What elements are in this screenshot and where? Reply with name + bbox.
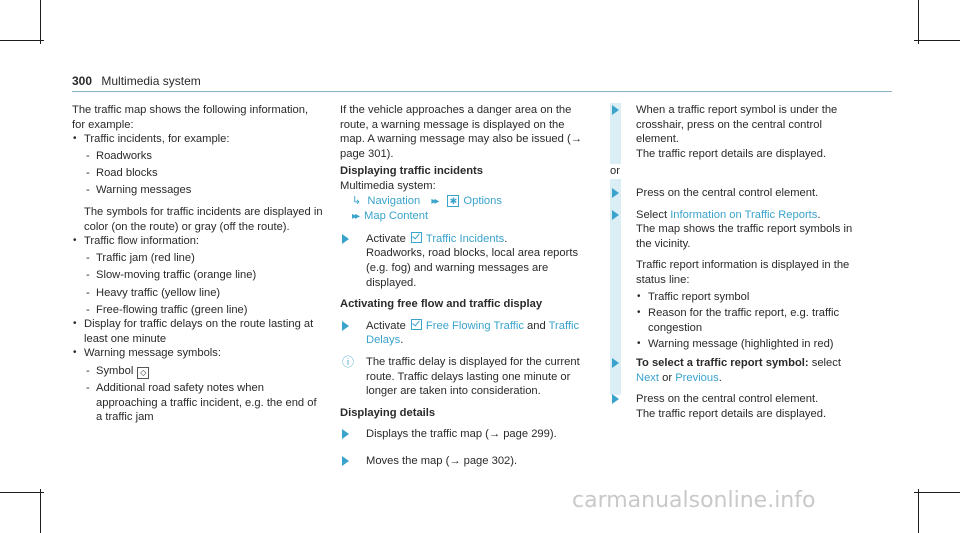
dash-item: - Heavy traffic (yellow line) <box>72 286 324 301</box>
menu-map-content[interactable]: Map Content <box>364 210 429 223</box>
info-note <box>340 355 592 399</box>
bullet-traffic-incidents: • Traffic incidents, for example: <box>72 132 324 147</box>
dash-item: - Free-flowing traffic (green line) <box>72 303 324 318</box>
step-arrow-icon <box>612 105 619 115</box>
option-traffic-incidents[interactable]: Traffic Incidents <box>425 232 505 245</box>
step-text: Press on the central control element. <box>636 186 819 199</box>
step-text: Activate <box>366 232 406 245</box>
punct: . <box>504 232 508 245</box>
return-arrow-icon: ↳ <box>352 194 362 207</box>
step-result: The traffic report details are displayed. <box>636 407 827 420</box>
crop-mark <box>40 489 41 533</box>
menu-options[interactable]: Options <box>463 194 502 207</box>
warning-diamond-icon: ◇ <box>137 367 149 379</box>
step-move-map <box>340 454 592 469</box>
column-right <box>610 103 862 421</box>
page-number: 300 <box>72 74 93 88</box>
bullet-traffic-flow: • Traffic flow information: <box>72 234 324 249</box>
step-result: The traffic report details are displayed. <box>636 147 827 160</box>
crop-mark <box>40 0 41 44</box>
step-activate-incidents <box>340 232 592 290</box>
step-text: select <box>811 356 841 369</box>
step-symbol-under-crosshair <box>610 103 862 161</box>
dash-item: - Warning messages <box>72 183 324 198</box>
option-traffic-delays[interactable]: Traffic Delays <box>366 319 580 347</box>
step-text: Press on the central control element. <box>636 393 819 406</box>
step-result: Roadworks, road blocks, local area reports (e.g. fog) and warning messages are displayed. <box>366 247 579 289</box>
bullet-item: • Traffic report symbol <box>636 290 862 305</box>
step-arrow-icon <box>612 210 619 220</box>
step-text: Activate <box>366 319 406 332</box>
step-result-2: Traffic report information is displayed in the status line: <box>636 259 850 286</box>
danger-area-text: If the vehicle approaches a danger area on the route, a warning message is displayed on the map. A warning message may also be issued (→ page 301). <box>340 104 582 160</box>
menu-navigation[interactable]: Navigation <box>367 194 421 207</box>
crop-mark <box>918 489 919 533</box>
intro-text: The traffic map shows the following information, for example: <box>72 104 309 131</box>
dash-item: - Roadworks <box>72 149 324 164</box>
crop-mark <box>0 40 44 41</box>
bullet-warning-symbols: • Warning message symbols: <box>72 346 324 361</box>
column-middle <box>340 103 592 468</box>
punct: . <box>400 334 404 347</box>
crop-mark <box>914 492 960 493</box>
dash-item: - Traffic jam (red line) <box>72 251 324 266</box>
step-arrow-icon <box>612 394 619 404</box>
or-text: or <box>610 164 624 179</box>
step-text: Displays the traffic map (→ page 299). <box>366 428 557 441</box>
dash-item-symbol <box>72 364 324 379</box>
bullet-traffic-delays: • Display for traffic delays on the route lasting at least one minute <box>72 317 324 346</box>
info-icon: ⓘ <box>342 354 355 369</box>
column-left <box>72 103 324 425</box>
heading-displaying-incidents: Displaying traffic incidents <box>340 165 483 178</box>
page-header <box>72 74 201 89</box>
crop-mark <box>918 0 919 44</box>
step-arrow-icon <box>342 456 349 466</box>
step-text: When a traffic report symbol is under the crosshair, press on the central control element. <box>636 104 838 146</box>
step-display-map <box>340 427 592 442</box>
system-label: Multimedia system: <box>340 179 436 192</box>
step-select-symbol <box>610 356 862 385</box>
double-chevron-icon: ▸▸ <box>352 211 359 223</box>
section-title: Multimedia system <box>101 74 201 88</box>
conj: and <box>527 319 546 332</box>
heading-free-flow: Activating free flow and traffic display <box>340 298 543 311</box>
step-arrow-icon <box>612 358 619 368</box>
dash-item: - Slow-moving traffic (orange line) <box>72 268 324 283</box>
double-chevron-icon: ▸▸ <box>431 195 438 207</box>
bullet-item: • Warning message (highlighted in red) <box>636 337 862 352</box>
symbols-note: The symbols for traffic incidents are displayed in color (on the route) or gray (off the route). <box>84 206 323 233</box>
step-text: Select <box>636 208 668 221</box>
option-information-traffic-reports[interactable]: Information on Traffic Reports <box>670 208 818 221</box>
punct: . <box>817 208 821 221</box>
step-arrow-icon <box>342 234 349 244</box>
crop-mark <box>0 492 44 493</box>
crop-mark <box>914 40 960 41</box>
punct: . <box>718 371 722 384</box>
nav-path-2 <box>340 209 592 225</box>
step-arrow-icon <box>612 188 619 198</box>
step-press-controller <box>610 186 862 201</box>
watermark: carmanualsonline.info <box>572 488 816 513</box>
note-text: The traffic delay is displayed for the current route. Traffic delays lasting one minute or longer are taken into consideration. <box>366 355 580 398</box>
step-press-controller-2 <box>610 392 862 421</box>
symbol-label: Symbol <box>96 364 134 377</box>
step-result: The map shows the traffic report symbols in the vicinity. <box>636 223 853 250</box>
nav-path <box>340 194 592 210</box>
option-free-flowing-traffic[interactable]: Free Flowing Traffic <box>425 319 524 332</box>
button-next[interactable]: Next <box>636 371 660 384</box>
step-bold: To select a traffic report symbol: <box>636 356 809 369</box>
conj: or <box>662 371 673 384</box>
dash-item: - Additional road safety notes when approaching a traffic incident, e.g. the end of a traffic jam <box>72 381 324 425</box>
heading-displaying-details: Displaying details <box>340 406 436 419</box>
checkbox-icon <box>411 232 422 243</box>
step-arrow-icon <box>342 321 349 331</box>
step-arrow-icon <box>342 429 349 439</box>
checkbox-icon <box>411 319 422 330</box>
button-previous[interactable]: Previous <box>675 371 719 384</box>
header-rule <box>72 91 892 92</box>
step-text: Moves the map (→ page 302). <box>366 454 518 467</box>
dash-item: - Road blocks <box>72 166 324 181</box>
bullet-item: • Reason for the traffic report, e.g. traffic congestion <box>636 306 862 335</box>
step-select-info <box>610 208 862 352</box>
gear-icon: ✱ <box>447 195 459 207</box>
step-activate-free-flow <box>340 319 592 348</box>
